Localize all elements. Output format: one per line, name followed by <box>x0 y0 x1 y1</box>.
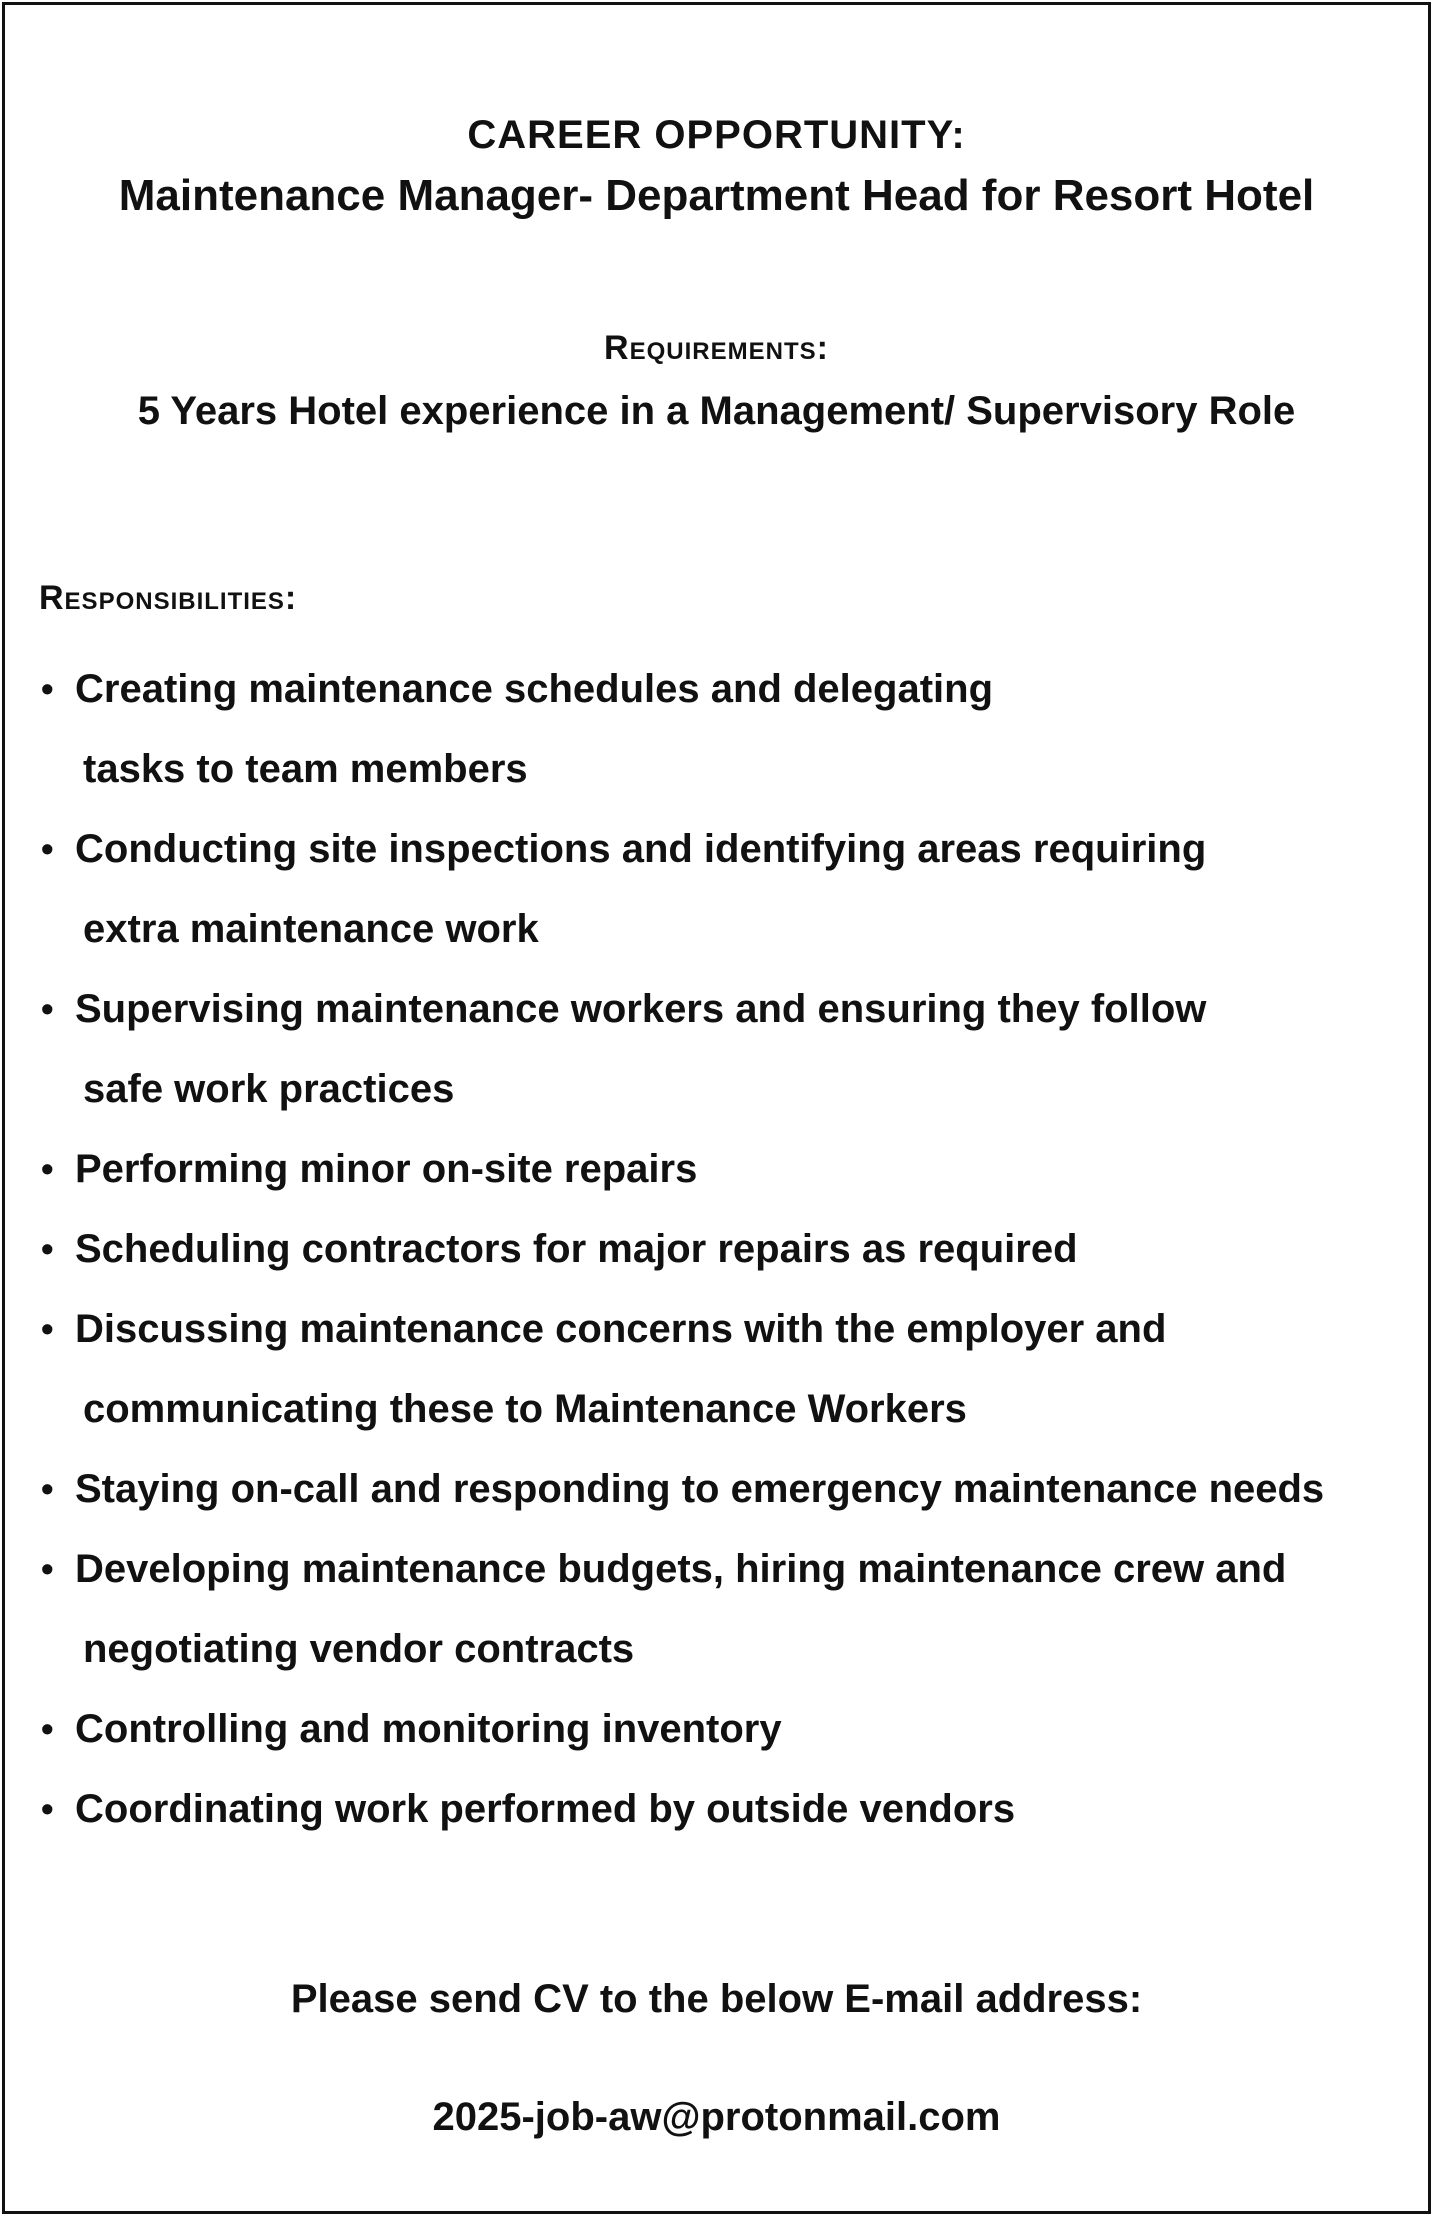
bullet-icon: • <box>41 1548 54 1589</box>
responsibility-line: Discussing maintenance concerns with the employer and <box>75 1307 1167 1351</box>
responsibility-item <box>39 649 1419 809</box>
responsibilities-list <box>39 649 1419 1849</box>
bullet-icon: • <box>41 828 54 869</box>
responsibility-line: Performing minor on-site repairs <box>75 1147 698 1191</box>
responsibility-line: Developing maintenance budgets, hiring maintenance crew and <box>75 1547 1287 1591</box>
bullet-icon: • <box>41 1308 54 1349</box>
responsibilities-heading: Responsibilities: <box>39 579 298 617</box>
requirements-text: 5 Years Hotel experience in a Management/ Supervisory Role <box>137 389 1296 433</box>
responsibility-line: Staying on-call and responding to emergency maintenance needs <box>75 1467 1325 1511</box>
responsibility-line: Coordinating work performed by outside vendors <box>75 1787 1016 1831</box>
contact-email: 2025-job-aw@protonmail.com <box>432 2095 1001 2139</box>
bullet-icon: • <box>41 988 54 1029</box>
bullet-icon: • <box>41 1228 54 1269</box>
job-title: Maintenance Manager- Department Head for Resort Hotel <box>118 171 1315 220</box>
responsibility-line-continued: extra maintenance work <box>83 907 539 951</box>
responsibility-item <box>39 1129 1419 1209</box>
responsibility-item <box>39 1689 1419 1769</box>
job-advertisement <box>5 5 1428 2211</box>
title-career-opportunity: CAREER OPPORTUNITY: <box>467 113 966 157</box>
ad-border-frame <box>2 2 1431 2214</box>
bullet-icon: • <box>41 1468 54 1509</box>
responsibility-item <box>39 1289 1419 1449</box>
bullet-icon: • <box>41 1148 54 1189</box>
responsibility-line-continued: negotiating vendor contracts <box>83 1627 635 1671</box>
responsibility-item <box>39 1769 1419 1849</box>
contact-instructions: Please send CV to the below E-mail address: <box>290 1977 1143 2021</box>
responsibility-line: Controlling and monitoring inventory <box>75 1707 782 1751</box>
responsibility-line: Conducting site inspections and identifying areas requiring <box>75 827 1207 871</box>
responsibility-line-continued: tasks to team members <box>83 747 528 791</box>
responsibility-item <box>39 1209 1419 1289</box>
bullet-icon: • <box>41 1788 54 1829</box>
bullet-icon: • <box>41 1708 54 1749</box>
responsibility-line: Creating maintenance schedules and delegating <box>75 667 994 711</box>
responsibility-item <box>39 1529 1419 1689</box>
responsibility-item <box>39 1449 1419 1529</box>
responsibility-line: Scheduling contractors for major repairs as required <box>75 1227 1078 1271</box>
responsibility-line-continued: safe work practices <box>83 1067 455 1111</box>
responsibility-item <box>39 969 1419 1129</box>
responsibility-line: Supervising maintenance workers and ensuring they follow <box>75 987 1207 1031</box>
bullet-icon: • <box>41 668 54 709</box>
responsibility-item <box>39 809 1419 969</box>
requirements-heading: Requirements: <box>604 329 829 367</box>
responsibility-line-continued: communicating these to Maintenance Workers <box>83 1387 967 1431</box>
